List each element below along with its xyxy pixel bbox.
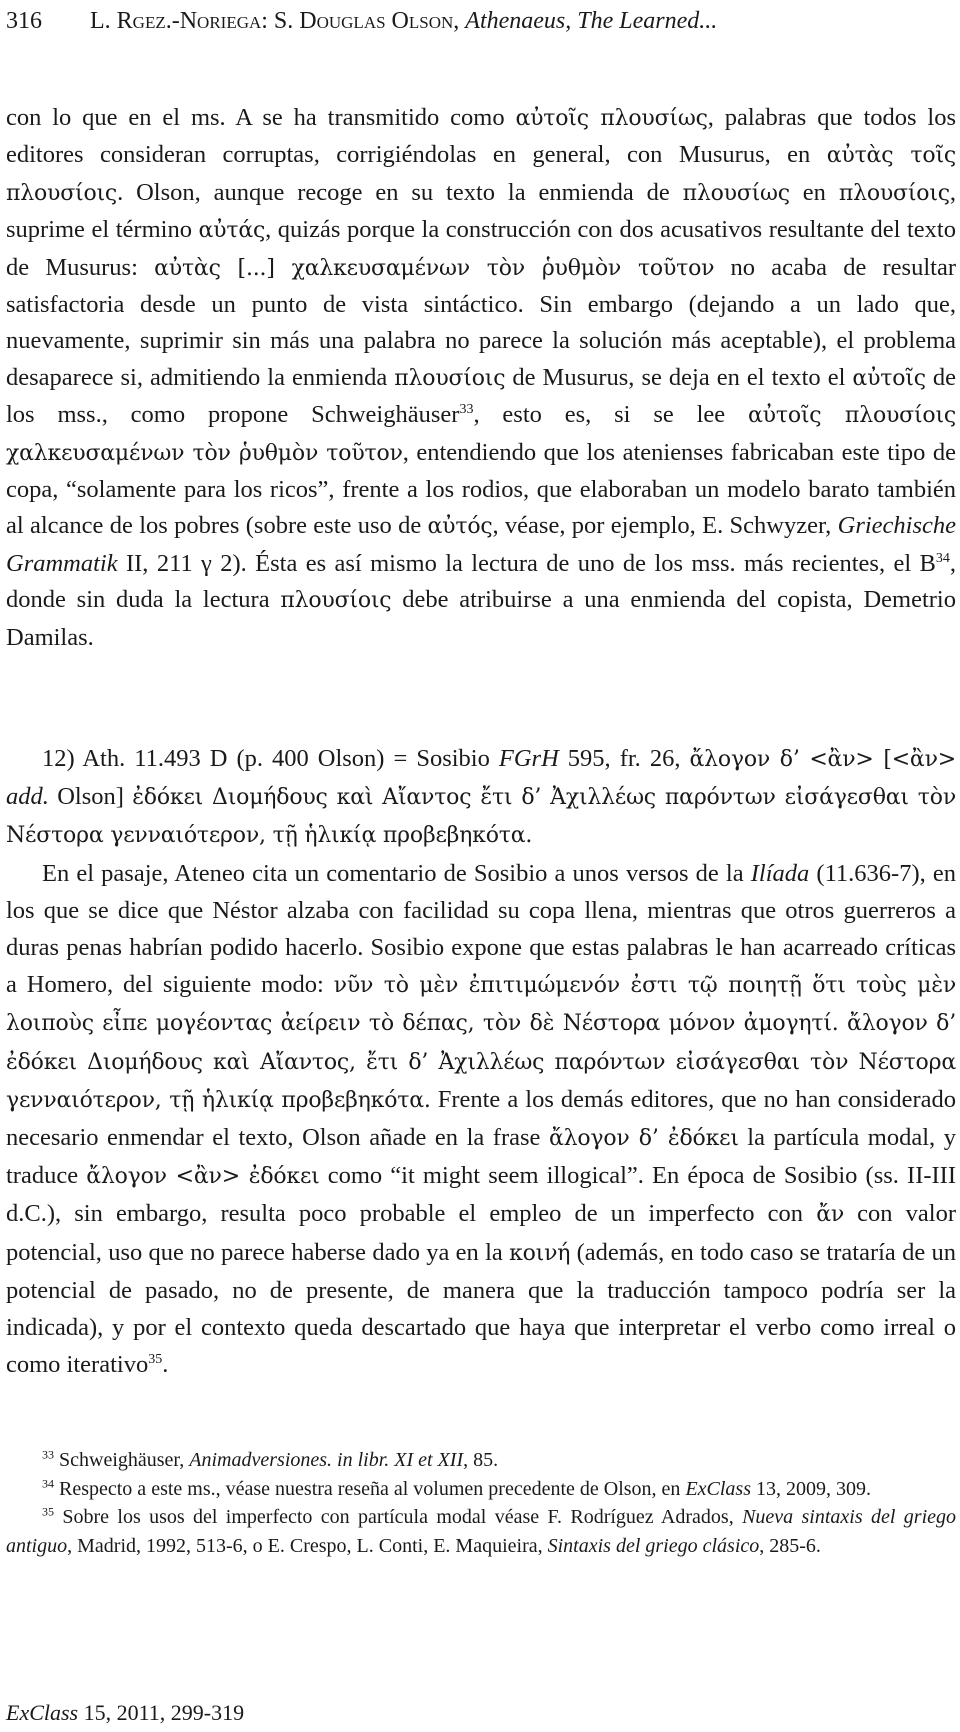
footnote-ref-33[interactable]: 33 bbox=[459, 402, 474, 418]
text-run: 12) Ath. 11.493 D (p. 400 Olson) = Sosibio bbox=[42, 745, 499, 772]
text-run: En el pasaje, Ateneo cita un comentario de Sosibio a unos versos de la bbox=[42, 859, 751, 887]
italic-title: Nueva sintaxis del griego antiguo bbox=[6, 1506, 957, 1557]
italic-abbrev: FGrH bbox=[498, 745, 559, 772]
greek-text: αὐτοῖς πλουσίοις χαλκευσαμένων τὸν ῥυθμὸν τοῦτον bbox=[6, 403, 956, 466]
text-run: , véase, por ejemplo, E. Schwyzer, bbox=[492, 512, 838, 540]
greek-text: πλουσίοις bbox=[394, 365, 506, 391]
footnote-number: 33 bbox=[42, 1447, 54, 1462]
page-number: 316 bbox=[6, 8, 42, 34]
text-run: . bbox=[162, 1351, 169, 1379]
greek-text: πλουσίοις bbox=[838, 180, 950, 206]
footnote-number: 34 bbox=[42, 1475, 54, 1490]
text-run: , 85. bbox=[463, 1449, 499, 1471]
text-run: no acaba de resultar satisfactoria desde un punto de vista sintáctico. Sin embargo (dejando a un lado que, nuevamente, suprimir sin más una palabra no parece la solución más aceptable), el problema desaparece si, admitiendo la enmienda bbox=[6, 253, 956, 391]
text-run: de Musurus, se deja en el texto el bbox=[505, 363, 853, 391]
greek-text: ἄλογον δ’ ἐδόκει bbox=[548, 1126, 739, 1152]
text-run: (además, en todo caso se trataría de un potencial de pasado, no de presente, de manera que la traducción tampoco podría ser la indicada), y por el contexto queda descartado que haya que interpretar el verbo como irreal o como iterativo bbox=[6, 1238, 956, 1379]
text-run: Frente a los demás editores, que no han considerado necesario enmendar el texto, Olson añade en la frase bbox=[6, 1085, 956, 1152]
paragraph-1 bbox=[6, 100, 956, 656]
greek-text: αὐτός bbox=[427, 514, 493, 540]
greek-text: κοινή bbox=[509, 1240, 571, 1266]
text-run: Sobre los usos del imperfecto con partícula modal véase F. Rodríguez Adrados, bbox=[54, 1506, 743, 1528]
text-run: la partícula modal, y traduce bbox=[6, 1124, 956, 1190]
greek-text: πλουσίως bbox=[682, 180, 790, 206]
text-run: , entendiendo que los atenienses fabricaban este tipo de copa, “solamente para los ricos”, frente a los rodios, que elaboraban un modelo barato también al alcance de los pobres (sobre este uso de bbox=[6, 438, 957, 540]
italic-title: Animadversiones. in libr. XI et XII bbox=[189, 1449, 464, 1471]
main-paragraph bbox=[6, 100, 956, 656]
footnote-ref-35[interactable]: 35 bbox=[148, 1352, 163, 1368]
italic-title: ExClass bbox=[685, 1477, 751, 1500]
greek-text: ἄλογον <ἂν> ἐδόκει bbox=[86, 1164, 320, 1190]
greek-text: αὐτοῖς bbox=[852, 365, 926, 391]
journal-citation: 15, 2011, 299-319 bbox=[78, 1700, 245, 1725]
text-run: , Madrid, 1992, 513-6, o E. Crespo, L. Conti, E. Maquieira, bbox=[67, 1534, 548, 1557]
italic-title: Sintaxis del griego clásico bbox=[547, 1534, 760, 1557]
text-run: II, 211 γ 2). Ésta es así mismo la lectura de uno de los mss. más recientes, el B bbox=[117, 549, 936, 577]
text-run: , esto es, si se lee bbox=[473, 401, 749, 429]
text-run: , donde sin duda la lectura bbox=[6, 549, 956, 614]
header-title: Athenaeus, The Learned... bbox=[465, 8, 718, 34]
text-run: con lo que en el ms. A se ha transmitido como bbox=[6, 104, 516, 131]
greek-text: αὐτοῖς πλουσίως bbox=[515, 106, 708, 131]
text-run: , suprime el término bbox=[6, 178, 956, 244]
footnotes bbox=[6, 1446, 956, 1560]
text-run: en bbox=[789, 178, 839, 206]
italic-title: Griechische Grammatik bbox=[6, 512, 956, 577]
text-run: debe atribuirse a una enmienda del copista, Demetrio Damilas. bbox=[6, 586, 956, 651]
section-lemma bbox=[6, 740, 956, 855]
footnote-number: 35 bbox=[42, 1504, 54, 1519]
section-12 bbox=[6, 740, 956, 1383]
italic-abbrev: add. bbox=[6, 783, 49, 811]
journal-name: ExClass bbox=[6, 1700, 79, 1725]
header-author: L. Rgez.-Noriega: S. Douglas Olson, bbox=[90, 8, 460, 34]
text-run: de los mss., como propone Schweighäuser bbox=[6, 363, 956, 429]
text-run: Schweighäuser, bbox=[54, 1449, 190, 1471]
greek-text: ἄν bbox=[816, 1202, 845, 1228]
greek-text: αὐτὰς [...] χαλκευσαμένων τὸν ῥυθμὸν τοῦτον bbox=[154, 255, 715, 281]
text-run: 13, 2009, 309. bbox=[751, 1477, 871, 1500]
text-run: , quizás porque la construcción con dos acusativos resultante del texto de Musurus: bbox=[6, 216, 956, 281]
greek-text: αὐτὰς τοῖς πλουσίοις bbox=[6, 143, 956, 206]
text-run: , 285-6. bbox=[759, 1534, 821, 1557]
text-run: como “it might seem illogical”. En época de Sosibio (ss. II-III d.C.), sin embargo, resulta poco probable el empleo de un imperfecto con bbox=[6, 1162, 956, 1228]
footnote-35 bbox=[6, 1503, 956, 1560]
running-header bbox=[6, 4, 946, 38]
greek-text: ἐδόκει Διομήδους καὶ Αἴαντος ἔτι δ’ Ἀχιλλέως παρόντων εἰσάγεσθαι τὸν Νέστορα γενναιότερον, τῇ ἡλικίᾳ προβεβηκότα. bbox=[6, 785, 956, 849]
greek-text: νῦν τὸ μὲν ἐπιτιμώμενόν ἐστι τῷ ποιητῇ ὅτι τοὺς μὲν λοιποὺς εἶπε μογέοντας ἀείρειν τὸ δέπας, τὸν δὲ Νέστορα μόνον ἀμογητί. ἄλογον δ’ ἐδόκει Διομήδους καὶ Αἴαντος, ἔτι δ’ Ἀχιλλέως παρόντων εἰσάγεσθαι τὸν Νέστορα γενναιότερον, τῇ ἡλικίᾳ προβεβηκότα. bbox=[6, 973, 956, 1113]
paragraph-2 bbox=[6, 855, 956, 1384]
italic-title: Ilíada bbox=[750, 859, 810, 887]
greek-text: ἄλογον δ’ <ἂν> [<ἂν> bbox=[689, 747, 956, 772]
text-run: . Olson, aunque recoge en su texto la enmienda de bbox=[117, 178, 683, 206]
text-run: con valor potencial, uso que no parece haberse dado ya en la bbox=[6, 1200, 956, 1266]
text-run: 595, fr. 26, bbox=[558, 745, 690, 772]
greek-text: αὐτάς bbox=[198, 218, 266, 244]
greek-text: πλουσίοις bbox=[280, 588, 392, 614]
text-run: (11.636-7), en los que se dice que Néstor alzaba con facilidad su copa llena, mientras que otros guerreros a duras penas habrían podido hacerlo. Sosibio expone que estas palabras le han acarreado críticas a Homero, del siguiente modo: bbox=[6, 859, 956, 999]
text-run: , palabras que todos los editores consideran corruptas, corrigiéndolas en general, con Musurus, en bbox=[6, 104, 956, 169]
text-run: Olson] bbox=[48, 783, 133, 811]
footnote-ref-34[interactable]: 34 bbox=[935, 550, 950, 566]
text-run: Respecto a este ms., véase nuestra reseña al volumen precedente de Olson, en bbox=[54, 1477, 686, 1500]
running-footer bbox=[6, 1698, 244, 1728]
footnote-34 bbox=[6, 1475, 956, 1504]
footnote-33 bbox=[6, 1446, 956, 1475]
